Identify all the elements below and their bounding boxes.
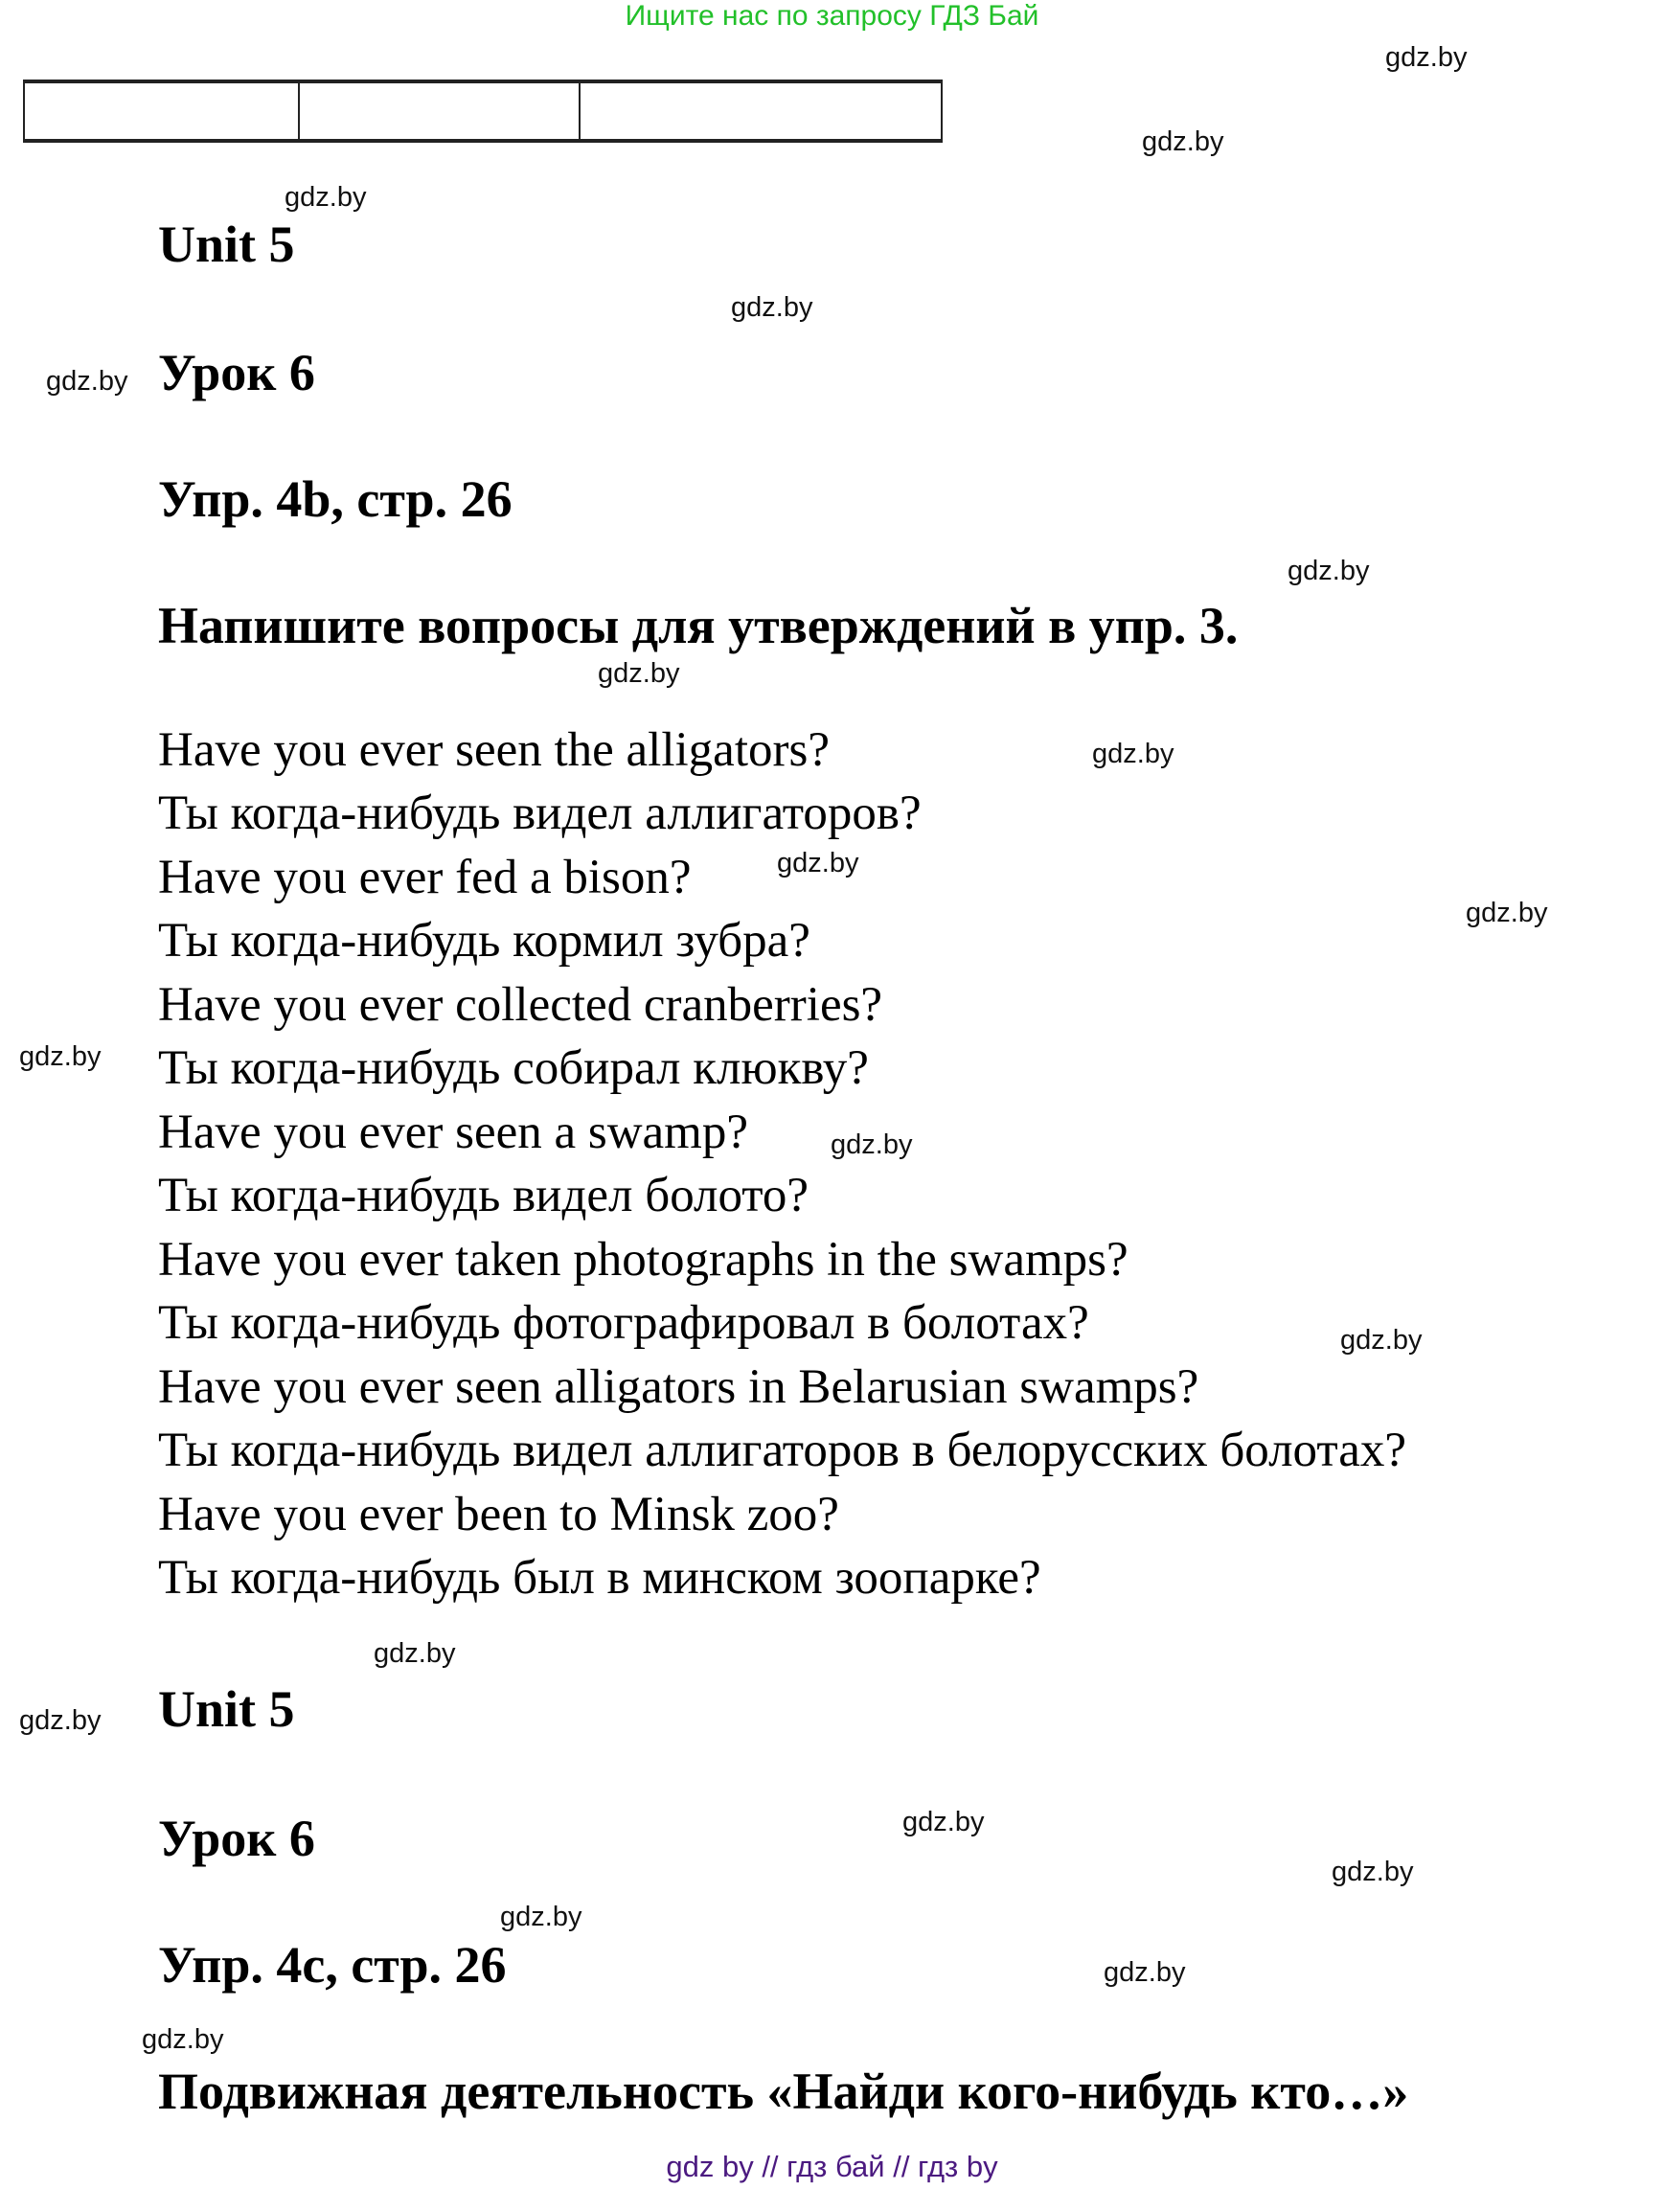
watermark: gdz.by	[731, 292, 813, 323]
task-heading: Подвижная деятельность «Найди кого-нибудь кто…»	[158, 2063, 1409, 2120]
unit-heading: Unit 5	[158, 216, 295, 273]
answer-line: Have you ever fed a bison?	[158, 851, 692, 904]
answer-line: Have you ever seen a swamp?	[158, 1106, 748, 1159]
watermark: gdz.by	[500, 1902, 582, 1932]
watermark: gdz.by	[1288, 556, 1370, 586]
task-heading: Напишите вопросы для утверждений в упр. 3.	[158, 597, 1239, 654]
answer-line: Ты когда-нибудь был в минском зоопарке?	[158, 1551, 1041, 1605]
header-table-cell	[300, 83, 581, 139]
search-banner: Ищите нас по запросу ГДЗ Бай	[625, 0, 1039, 32]
lesson-heading: Урок 6	[158, 344, 315, 401]
watermark: gdz.by	[831, 1129, 913, 1160]
watermark: gdz.by	[46, 366, 128, 397]
watermark: gdz.by	[142, 2024, 224, 2055]
answer-line: Ты когда-нибудь кормил зубра?	[158, 914, 810, 968]
lesson-heading: Урок 6	[158, 1810, 315, 1867]
watermark: gdz.by	[1142, 126, 1224, 157]
answer-line: Have you ever seen alligators in Belarusian swamps?	[158, 1360, 1199, 1414]
watermark: gdz.by	[598, 658, 680, 689]
watermark: gdz.by	[1332, 1857, 1414, 1887]
watermark: gdz.by	[777, 848, 859, 878]
watermark: gdz.by	[285, 182, 367, 213]
watermark: gdz.by	[1092, 739, 1174, 769]
answer-line: Ты когда-нибудь видел болото?	[158, 1169, 809, 1222]
watermark: gdz.by	[1104, 1957, 1186, 1988]
exercise-heading: Упр. 4b, стр. 26	[158, 470, 513, 528]
answer-line: Ты когда-нибудь видел аллигаторов?	[158, 787, 922, 840]
answer-line: Have you ever been to Minsk zoo?	[158, 1488, 839, 1541]
answer-line: Have you ever seen the alligators?	[158, 723, 830, 777]
watermark: gdz.by	[1466, 898, 1548, 928]
answer-line: Ты когда-нибудь фотографировал в болотах?	[158, 1296, 1089, 1350]
answer-line: Ты когда-нибудь собирал клюкву?	[158, 1041, 869, 1095]
watermark: gdz.by	[19, 1041, 102, 1072]
answer-line: Have you ever collected cranberries?	[158, 978, 883, 1032]
header-table-cell	[581, 83, 941, 139]
watermark: gdz.by	[1340, 1325, 1423, 1356]
answer-line: Ты когда-нибудь видел аллигаторов в белорусских болотах?	[158, 1424, 1407, 1477]
watermark: gdz.by	[1385, 42, 1468, 73]
answer-line: Have you ever taken photographs in the swamps?	[158, 1233, 1128, 1287]
header-table-cell	[25, 83, 300, 139]
watermark: gdz.by	[374, 1638, 456, 1669]
exercise-heading: Упр. 4c, стр. 26	[158, 1936, 507, 1994]
watermark: gdz.by	[902, 1807, 985, 1837]
footer-links: gdz by // гдз бай // гдз by	[666, 2150, 998, 2183]
header-table	[23, 80, 943, 143]
unit-heading: Unit 5	[158, 1680, 295, 1738]
watermark: gdz.by	[19, 1705, 102, 1736]
